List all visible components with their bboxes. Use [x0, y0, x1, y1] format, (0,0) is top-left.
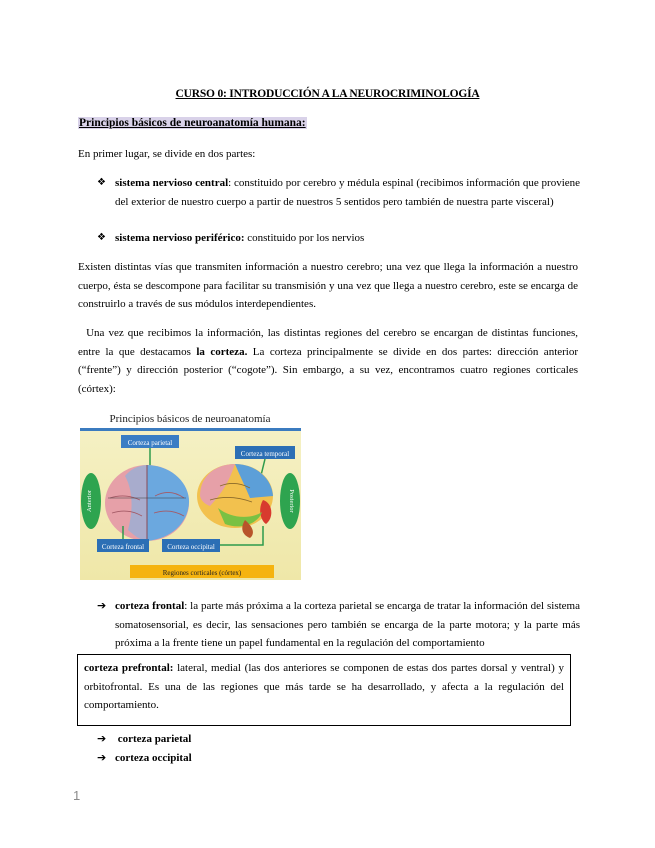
section-heading: Principios básicos de neuroanatomía humana: [79, 117, 306, 129]
label-anterior: Anterior [86, 489, 93, 513]
bullet-text: : constituido por cerebro y médula espinal (recibimos información que proviene del exterior de nuestro cuerpo a partir de nuestros 5 sentidos pero también de nuestra parte visceral) [115, 177, 581, 208]
bullet-item-peripheral [97, 229, 580, 248]
page-number: 1 [73, 788, 81, 803]
item-text: : la parte más próxima a la corteza parietal se encarga de tratar la información del sistema somatosensorial, es decir, las sensaciones pero también se encarga de la parte motora; y la parte más próxima a la frente tiene un papel fundamental en la regulación del comportamiento [115, 600, 580, 649]
box-text: lateral, medial (las dos anteriores se componen de estas dos partes dorsal y ventral) y orbitofrontal. Es una de las regiones que más tarde se ha desarrollado, y afecta a la regulación del comportamiento. [84, 662, 564, 711]
brain-top-view [105, 465, 189, 541]
arrow-right-icon: ➔ [97, 751, 107, 764]
paragraph-text: Una vez que recibimos la información, las distintas regiones del cerebro se encargan de distintas funciones, entre la que destacamos [78, 327, 581, 358]
box-term: corteza prefrontal: [84, 662, 174, 674]
bullet-item-central [97, 174, 580, 211]
bullet-term: sistema nervioso central [115, 177, 229, 189]
item-term: corteza occipital [115, 752, 192, 764]
prefrontal-box [77, 654, 571, 726]
arrow-item-occipital [97, 749, 580, 768]
bullet-text: constituido por los nervios [244, 232, 365, 244]
item-term: corteza frontal [115, 600, 185, 612]
neuroanatomy-figure [80, 408, 301, 580]
arrow-right-icon: ➔ [97, 599, 107, 612]
intro-paragraph: En primer lugar, se divide en dos partes: [78, 148, 256, 160]
label-frontal: Corteza frontal [101, 543, 145, 551]
paragraph-pathways: Existen distintas vías que transmiten información a nuestro cerebro; una vez que llega la información a nuestro cuerpo, ésta se descompone para facilitar su transmisión y una vez que llega a nuestro cerebro, este se encarga de construirlo a través de sus módulos interdependientes. [78, 261, 578, 310]
arrow-item-frontal [97, 597, 580, 653]
brain-diagram [80, 408, 301, 580]
paragraph-cortex [78, 324, 581, 398]
diamond-bullet-icon: ❖ [97, 177, 106, 188]
label-occipital: Corteza occipital [167, 543, 215, 551]
arrow-right-icon: ➔ [97, 732, 107, 745]
paragraph-bold: la corteza. [196, 345, 248, 358]
figure-caption: Regiones corticales (córtex) [162, 569, 242, 577]
bullet-term: sistema nervioso periférico: [115, 232, 245, 244]
arrow-item-parietal [97, 730, 580, 749]
label-parietal: Corteza parietal [127, 439, 173, 447]
label-posterior: Posterior [288, 489, 295, 513]
diamond-bullet-icon: ❖ [97, 232, 106, 243]
figure-title: Principios básicos de neuroanatomía [109, 413, 271, 425]
paragraph-text: La corteza principalmente se divide en dos partes: dirección anterior (“frente”) y dirección posterior (“cogote”). Sin embargo, a su vez, encontramos cuatro regiones corticales (córtex): [78, 345, 581, 395]
item-term: corteza parietal [115, 733, 192, 745]
label-temporal: Corteza temporal [240, 450, 290, 458]
figure-title-rule [80, 428, 301, 431]
document-title: CURSO 0: INTRODUCCIÓN A LA NEUROCRIMINOLOGÍA [175, 88, 480, 100]
